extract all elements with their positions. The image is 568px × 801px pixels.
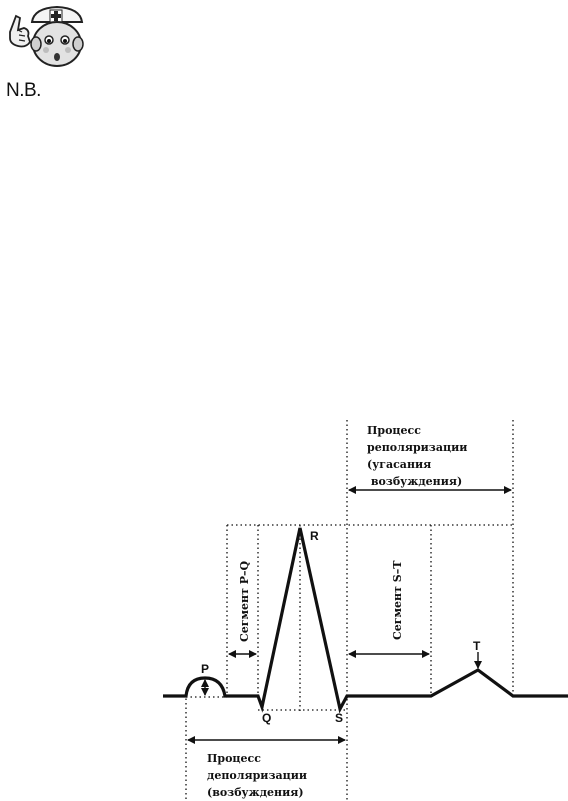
wave-label-t: T — [473, 639, 481, 653]
repolarization-line-2: реполяризации — [367, 441, 468, 454]
ecg-trace — [163, 528, 568, 709]
repolarization-line-3: (угасания — [367, 458, 432, 471]
wave-label-q: Q — [262, 711, 272, 725]
depolarization-line-3: (возбуждения) — [207, 786, 304, 799]
segment-st-label: Сегмент S–T — [391, 560, 404, 640]
segment-pq-label: Сегмент P–Q — [238, 560, 251, 642]
depolarization-line-2: деполяризации — [207, 769, 308, 782]
guide-lines — [186, 420, 513, 800]
wave-label-r: R — [310, 529, 319, 543]
repolarization-line-1: Процесс — [367, 424, 421, 437]
nb-label: N.B. — [6, 80, 41, 101]
wave-label-s: S — [335, 711, 344, 725]
depolarization-line-1: Процесс — [207, 752, 261, 765]
repolarization-line-4: возбуждения) — [367, 475, 463, 488]
wave-label-p: P — [201, 662, 210, 676]
